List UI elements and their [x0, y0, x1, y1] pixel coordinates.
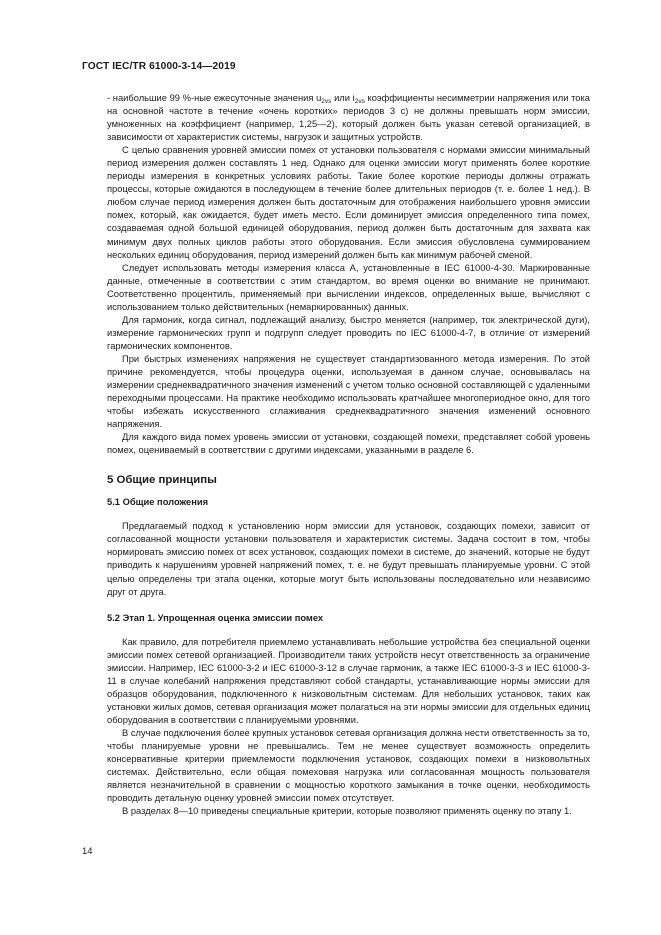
paragraph-small-devices: Как правило, для потребителя приемлемо устанавливать небольшие устройства без специальной оценки эмиссии помех сетевой организацией. Производители таких устройств несут ответственность за ограничение эмиссии. Например, IEC 61000-3-2 и IEC 61000-3-12 в случае гармоник, а также IEC 61000-3-3 и IEC 61000-3-11 в случае колебаний напряжения представляют собой стандарты, устанавливающие нормы эмиссии для образцов оборудования, подключенного к низковольтным системам. Для небольших установок, таких как установки жилых домов, сетевая организация может полагаться на эти нормы эмиссии для отдельных единиц оборудования в соответствии с планируемыми уровнями.: [107, 636, 590, 725]
paragraph-emission-level: Для каждого вида помех уровень эмиссии от установки, создающей помехи, представляет собой уровень помех, оцениваемый в соответствии с другими индексами, указанными в разделе 6.: [107, 432, 590, 456]
paragraph-harmonic-groups: Для гармоник, когда сигнал, подлежащий анализу, быстро меняется (например, ток электрической дуги), измерение гармонических групп и подгрупп следует проводить по IEC 61000-4-7, в отличие от измерений гармонических компонентов.: [107, 314, 590, 351]
paragraph-measurement-period: С целью сравнения уровней эмиссии помех от установки пользователя с нормами эмиссии минимальный период измерения должен составлять 1 нед. Однако для оценки эмиссии могут применять более короткие периоды измерения в конкретных условиях работы. Такие более короткие периоды должны отражать процессы, которые ожидаются в последующем в течение более длительных периодов (т. е. более 1 нед.). В любом случае период измерения должен быть достаточным для отображения наибольшего уровня эмиссии помех, который, как ожидается, будет иметь место. Если доминирует эмиссия определенного типа помех, создаваемая одной большой единицей оборудования, период должен быть достаточным для захвата как минимум двух полных циклов работы этого оборудования. Если эмиссия обусловлена суммированием нескольких единиц оборудования, период измерений должен быть как минимум рабочей сменой.: [107, 145, 590, 260]
section-5-1-heading: 5.1 Общие положения: [107, 497, 209, 508]
bullet-text-a: - наибольшие 99 %-ные ежесуточные значения u: [107, 93, 322, 103]
document-header: ГОСТ IEC/TR 61000-3-14—2019: [82, 61, 236, 72]
paragraph-class-a-methods: Следует использовать методы измерения класса А, установленные в IEC 61000-4-30. Маркированные данные, отмеченные в соответствии с этим стандартом, во время оценки во внимание не принимают. Соответственно процентиль, применяемый при вычислении индексов, определенных выше, вычисляют с использованием только действительных (немаркированных) данных.: [107, 262, 590, 312]
subscript-u: 2vs: [321, 98, 332, 105]
section-5-heading: 5 Общие принципы: [107, 474, 217, 487]
page-number: 14: [82, 845, 93, 856]
bullet-text-c: коэффициенты несимметрии напряжения или тока на основной частоте в течение «очень коротких» периодов 3 с) не должны превышать норм эмиссии, умноженных на коэффициент (например, 1,25—2), который должен быть указан сетевой организацией, в зависимости от характеристик системы, нагрузок и защитных устройств.: [107, 93, 590, 143]
paragraph-larger-installations: В случае подключения более крупных установок сетевая организация должна нести ответственность за то, чтобы планируемые уровни не превышались. Тем не менее существует возможность определить консервативные критерии приемлемости подключения установок, создающих помехи в низковольтных системах. Действительно, если общая помеховая нагрузка или согласованная мощность пользователя является незначительной в сравнении с мощностью короткого замыкания в точке оценки, необходимость проводить детальную оценку уровней эмиссии помех отсутствует.: [107, 727, 590, 804]
subscript-i: 2vs: [354, 98, 365, 105]
paragraph-general-approach: Предлагаемый подход к установлению норм эмиссии для установок, создающих помехи, зависит от согласованной мощности установки пользователя и характеристик системы. Задача состоит в том, чтобы нормировать эмиссию помех от всех установок, создающих помехи в системе, до значений, которые не будут приводить к нарушениям уровней напряжений помех, т. е. не будут превышать планируемые уровни. С этой целью определены три этапа оценки, которые могут быть использованы последовательно или независимо друг от друга.: [107, 521, 590, 597]
page-body: [107, 92, 590, 818]
section-5-2-heading: 5.2 Этап 1. Упрощенная оценка эмиссии помех: [107, 612, 324, 623]
bullet-text-b: или i: [331, 93, 355, 103]
paragraph-unbalance-bullet: [107, 92, 590, 144]
paragraph-rapid-voltage-changes: При быстрых изменениях напряжения не существует стандартизованного метода измерения. По этой причине рекомендуется, чтобы процедура оценки, используемая в данном случае, основывалась на измерении среднеквадратичного значения изменений с учетом только основной составляющей с удаленными переходными процессами. На практике необходимо использовать кратчайшее многопериодное окно, для того чтобы избежать искусственного сглаживания среднеквадратичного значения изменений основного напряжения.: [107, 353, 590, 430]
paragraph-stage1-criteria: В разделах 8—10 приведены специальные критерии, которые позволяют применять оценку по этапу 1.: [122, 806, 572, 817]
